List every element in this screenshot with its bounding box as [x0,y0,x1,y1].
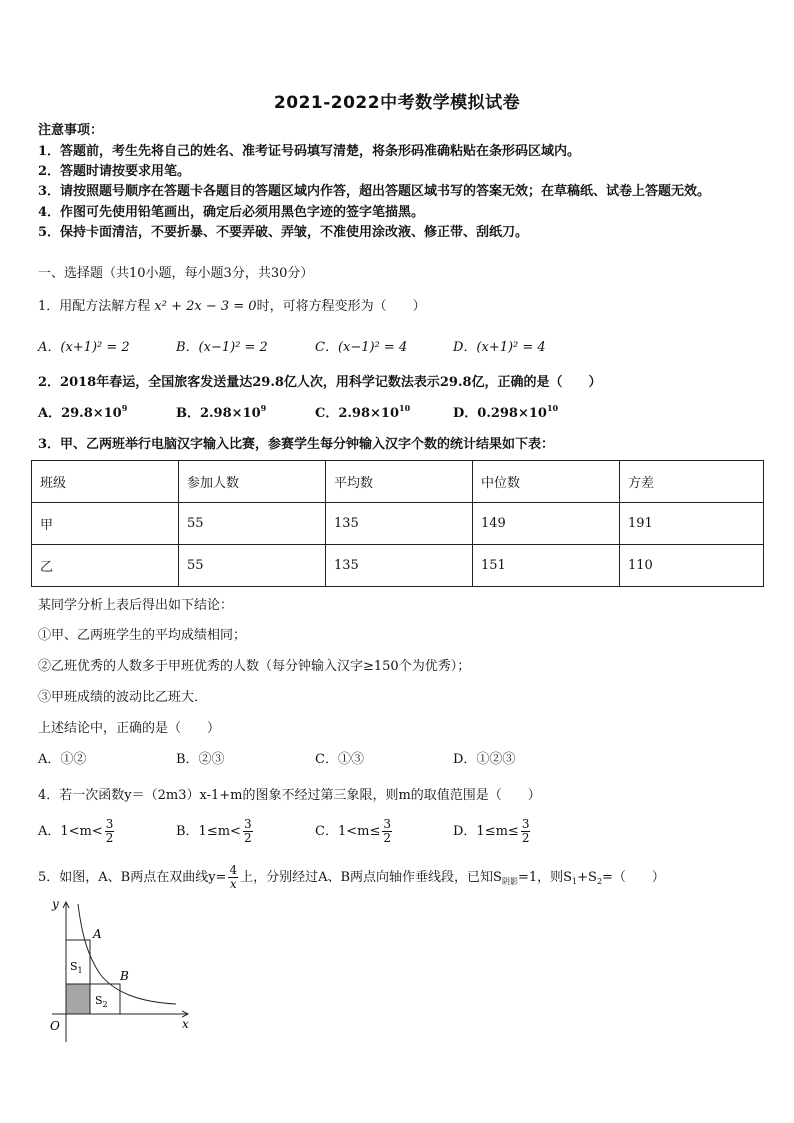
q3-stem: 3．甲、乙两班举行电脑汉字输入比赛，参赛学生每分钟输入汉字个数的统计结果如下表： [38,437,555,452]
region-s2-label [95,994,108,1009]
q4-option-b [176,818,255,845]
table-row [32,503,764,545]
notice-item-5: 5．保持卡面清洁，不要折暴、不要弄破、弄皱，不准使用涂改液、修正带、刮纸刀。 [38,225,529,240]
fraction [228,864,238,891]
q4-option-d-label: D．1≤m≤ [453,824,519,839]
region-s1-letter: S [70,960,78,973]
shaded-region [66,984,90,1014]
notice-item-3: 3．请按照题号顺序在答题卡各题目的答题区域内作答，超出答题区域书写的答案无效；在草稿纸、试卷上答题无效。 [38,184,711,199]
table-cell: 135 [326,503,473,545]
table-cell: 乙 [32,545,179,587]
q5-sub2: 2 [596,877,603,886]
notice-item-4: 4．作图可先使用铅笔画出，确定后必须用黑色字迹的签字笔描黑。 [38,205,425,220]
q1-option-c: C．(x−1)² = 4 [315,340,408,355]
table-header: 平均数 [326,461,473,503]
fraction [105,818,115,845]
region-s2-sub: 2 [102,1000,108,1009]
q3-question: 上述结论中，正确的是（ ） [38,721,221,736]
hyperbola-figure [38,896,198,1046]
q3-conclusion-3: ③甲班成绩的波动比乙班大． [38,690,208,705]
q5-plus: +S [577,870,597,885]
q5-sub1: 1 [572,877,578,886]
x-axis-label: x [182,1017,189,1031]
fraction-numerator: 3 [105,817,114,831]
fraction-numerator: 4 [229,863,238,877]
q4-option-a [38,818,116,845]
table-header-row [32,461,764,503]
q5-stem-mid: 上，分别经过A、B两点向轴作垂线段，已知S [240,870,502,885]
fraction [382,818,392,845]
origin-label: O [50,1019,60,1033]
q2-option-b [176,405,266,423]
q2-option-a [38,405,127,423]
q2-option-a-exp: 9 [121,403,128,413]
q2-option-c-exp: 10 [399,403,411,413]
page-title: 2021-2022中考数学模拟试卷 [273,93,521,113]
q4-option-c-label: C．1<m≤ [315,824,381,839]
region-s2-letter: S [95,994,103,1007]
q2-option-d [453,405,558,423]
q1-stem-end: 时，可将方程变形为（ ） [256,299,426,314]
section-heading: 一、选择题（共10小题，每小题3分，共30分） [38,266,314,281]
q4-stem: 4．若一次函数y＝（2m3）x-1+m的图象不经过第三象限，则m的取值范围是（ ） [38,788,541,803]
fraction [243,818,253,845]
q2-option-c-label: C．2.98×10 [315,406,399,421]
table-header: 班级 [32,461,179,503]
fraction [521,818,531,845]
hyperbola-curve [78,904,176,1004]
q1-stem [38,298,426,316]
q4-option-d [453,818,532,845]
table-cell: 55 [179,545,326,587]
table-header: 方差 [620,461,764,503]
q1-stem-start: 1．用配方法解方程 [38,299,155,314]
y-axis-label: y [52,897,59,911]
region-s1-label [70,960,83,975]
q2-option-d-label: D．0.298×10 [453,406,547,421]
fraction-numerator: 3 [383,817,391,831]
table-cell: 149 [473,503,620,545]
point-b-label: B [120,969,129,983]
q5-stem [38,864,665,891]
q3-option-a: A．①② [38,752,87,767]
table-cell: 甲 [32,503,179,545]
fraction-denominator: 2 [521,831,530,845]
q4-option-c [315,818,394,845]
fraction-denominator: 2 [243,831,252,845]
table-row [32,545,764,587]
table-header: 中位数 [473,461,620,503]
point-a-label: A [93,927,102,941]
q3-option-d: D．①②③ [453,752,516,767]
q3-option-b: B．②③ [176,752,225,767]
fraction-denominator: x [229,877,237,891]
q2-option-b-exp: 9 [260,403,267,413]
notice-heading: 注意事项： [38,123,104,138]
fraction-numerator: 3 [243,817,252,831]
q1-option-a: A．(x+1)² = 2 [38,340,130,355]
fraction-denominator: 2 [105,831,114,845]
q3-analysis: 某同学分析上表后得出如下结论： [38,598,234,613]
table-cell: 110 [620,545,764,587]
q1-option-d: D．(x+1)² = 4 [453,340,546,355]
table-cell: 191 [620,503,764,545]
notice-item-1: 1．答题前，考生先将自己的姓名、准考证号码填写清楚，将条形码准确粘贴在条形码区域内。 [38,144,581,159]
q5-stem-end: =（ ） [602,870,665,885]
notice-item-2: 2．答题时请按要求用笔。 [38,164,191,179]
table-cell: 151 [473,545,620,587]
q3-option-c: C．①③ [315,752,364,767]
q5-stem-mid2: =1，则S [517,870,573,885]
q3-conclusion-2: ②乙班优秀的人数多于甲班优秀的人数（每分钟输入汉字≥150个为优秀）； [38,659,471,674]
q3-conclusion-1: ①甲、乙两班学生的平均成绩相同； [38,628,247,643]
fraction-denominator: 2 [383,831,391,845]
q4-option-a-label: A．1<m< [38,824,103,839]
q1-equation: x² + 2x − 3 = 0 [154,299,257,314]
q5-stem-start: 5．如图，A、B两点在双曲线y= [38,870,227,885]
q1-option-b: B．(x−1)² = 2 [176,340,268,355]
q2-stem: 2．2018年春运，全国旅客发送量达29.8亿人次，用科学记数法表示29.8亿，正确的是（ ） [38,375,602,390]
q2-option-d-exp: 10 [546,403,559,413]
q5-shadow-subscript: 阴影 [501,877,518,886]
region-s1-sub: 1 [77,966,83,975]
q2-option-a-label: A．29.8×10 [38,406,122,421]
table-cell: 135 [326,545,473,587]
q2-option-b-label: B．2.98×10 [176,406,261,421]
stats-table [31,460,764,587]
fraction-numerator: 3 [521,817,530,831]
table-header: 参加人数 [179,461,326,503]
q2-option-c [315,405,410,423]
table-cell: 55 [179,503,326,545]
q4-option-b-label: B．1≤m< [176,824,241,839]
